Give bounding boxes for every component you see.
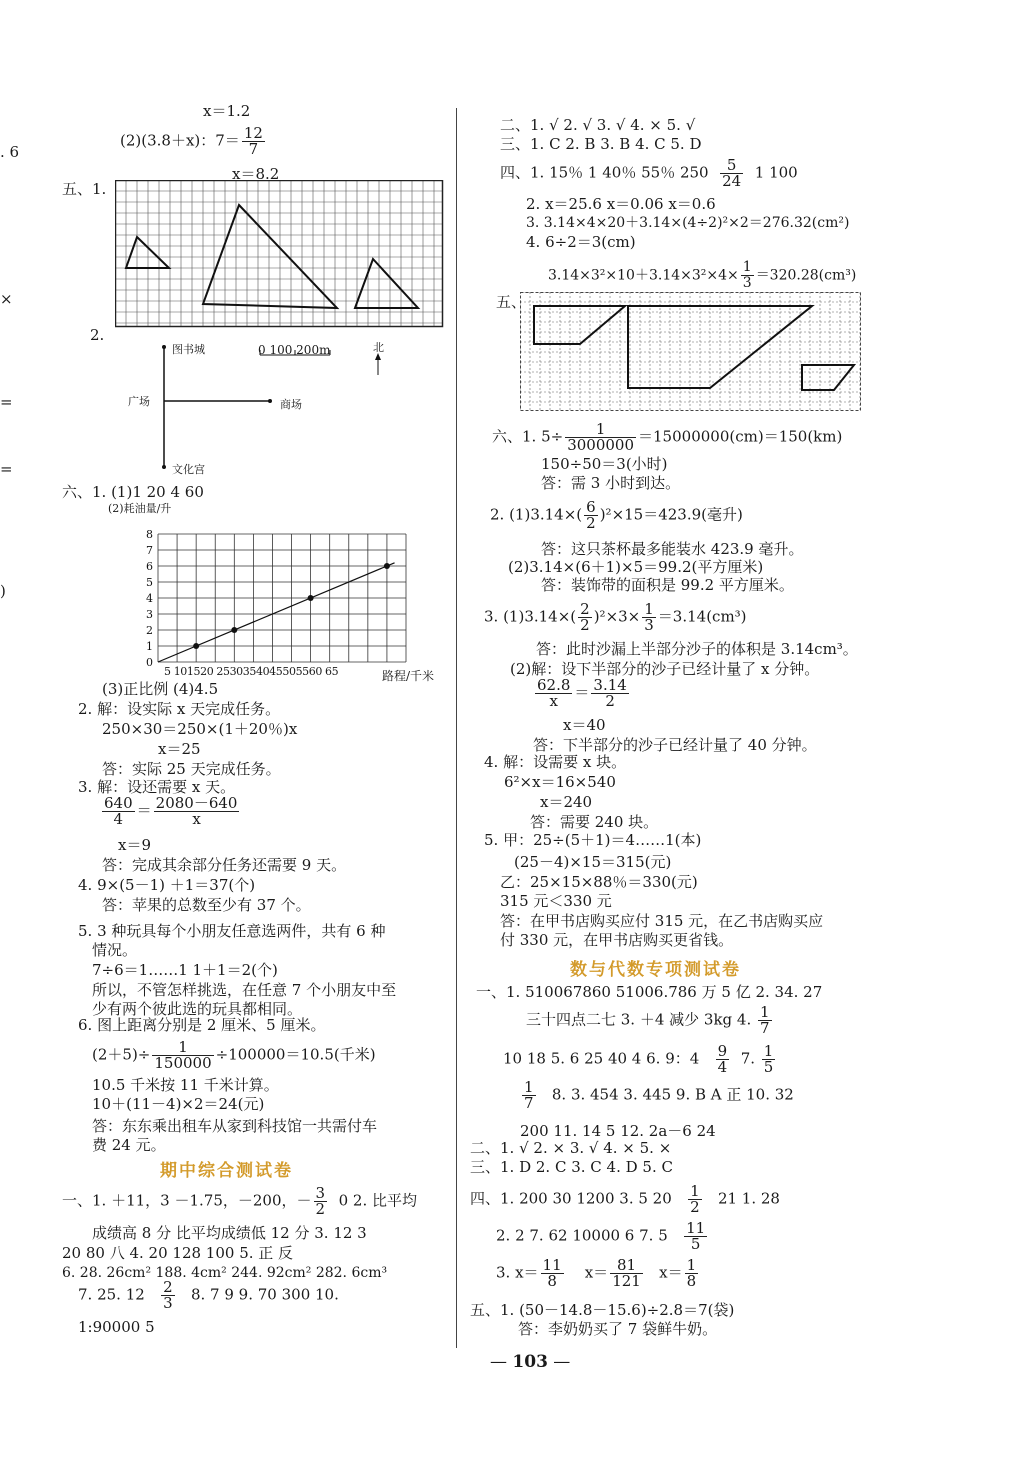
fraction bbox=[314, 1186, 328, 1217]
text: 六、1. 5÷ bbox=[492, 427, 564, 446]
denominator: 7 bbox=[524, 1094, 534, 1112]
answer-line: 付 330 元，在甲书店购买更省钱。 bbox=[500, 931, 734, 949]
question-number: 五、1. bbox=[62, 180, 107, 198]
denominator: 2 bbox=[690, 1198, 700, 1216]
numerator: 1 bbox=[686, 1256, 697, 1274]
fraction bbox=[578, 602, 592, 633]
denominator: 121 bbox=[612, 1272, 641, 1290]
denominator: 5 bbox=[690, 1235, 701, 1253]
map-label-culture: 文化宫 bbox=[172, 463, 205, 476]
answer-line: 一、1. 510067860 51006.786 万 5 亿 2. 34. 27 bbox=[476, 983, 823, 1001]
chart-ytick-label: 0 bbox=[146, 656, 153, 669]
numerator: 3.14 bbox=[593, 676, 627, 694]
answer-line bbox=[62, 1186, 417, 1217]
answer-line: 三、1. D 2. C 3. C 4. D 5. C bbox=[470, 1158, 673, 1176]
answer-line: 乙：25×15×88％＝330(元) bbox=[500, 873, 698, 891]
edge-fragment: ) bbox=[0, 582, 6, 600]
answer-line: 二、1. √ 2. × 3. √ 4. × 5. × bbox=[470, 1139, 672, 1157]
small-triangle bbox=[126, 237, 169, 268]
denominator: 2 bbox=[315, 1200, 326, 1218]
question-number: 2. bbox=[90, 326, 105, 344]
fraction bbox=[688, 1184, 702, 1215]
answer-line: 六、1. (1)1 20 4 60 bbox=[62, 483, 204, 501]
fraction bbox=[591, 678, 628, 709]
answer-line: x＝240 bbox=[540, 793, 593, 811]
fraction bbox=[685, 1258, 699, 1289]
answer-line: 6²×x＝16×540 bbox=[504, 773, 616, 791]
grid-border bbox=[521, 293, 861, 411]
medium-triangle bbox=[355, 259, 418, 308]
fraction bbox=[610, 1258, 643, 1289]
answer-line: 三、1. C 2. B 3. B 4. C 5. D bbox=[500, 135, 702, 153]
answer-line: 3. 解：设还需要 x 天。 bbox=[78, 778, 236, 796]
answer-line: 答：李奶奶买了 7 袋鲜牛奶。 bbox=[518, 1320, 718, 1338]
answer-line: (25－4)×15＝315(元) bbox=[514, 853, 672, 871]
answer-line: 5. 3 种玩具每个小朋友任意选两件，共有 6 种 bbox=[78, 922, 386, 940]
fraction bbox=[642, 602, 656, 633]
chart-ytick-label: 4 bbox=[146, 592, 153, 605]
numerator: 2080－640 bbox=[155, 794, 238, 812]
answer-line bbox=[548, 260, 856, 291]
large-triangle bbox=[203, 205, 337, 308]
text: 8. 7 9 9. 70 300 10. bbox=[190, 1285, 339, 1304]
denominator: 8 bbox=[686, 1272, 697, 1290]
chart-ytick-label: 7 bbox=[146, 544, 153, 557]
fraction bbox=[522, 1080, 536, 1111]
trapezoid-1 bbox=[534, 306, 625, 344]
chart-ytick-label: 6 bbox=[146, 560, 153, 573]
answer-line bbox=[100, 796, 241, 827]
answer-line: x＝9 bbox=[118, 836, 152, 854]
denominator: 5 bbox=[763, 1058, 774, 1076]
page-number-text: 103 bbox=[512, 1352, 548, 1372]
fraction bbox=[565, 422, 636, 453]
answer-line: 二、1. √ 2. √ 3. √ 4. × 5. √ bbox=[500, 116, 696, 134]
denominator: 8 bbox=[547, 1272, 557, 1290]
numerator: 1 bbox=[152, 1040, 213, 1056]
text: x＝ bbox=[584, 1263, 609, 1282]
answer-line: 6. 28. 26cm² 188. 4cm² 244. 92cm² 282. 6cm³ bbox=[62, 1265, 388, 1281]
denominator: x bbox=[549, 692, 558, 710]
answer-line: 4. 6÷2＝3(cm) bbox=[526, 233, 636, 251]
text: 四、1. 200 30 1200 3. 5 20 bbox=[470, 1189, 672, 1208]
fraction bbox=[541, 1258, 564, 1289]
fraction bbox=[535, 678, 572, 709]
answer-line: 五、1. (50－14.8－15.6)÷2.8＝7(袋) bbox=[470, 1301, 735, 1319]
answer-line: 答：东东乘出租车从家到科技馆一共需付车 bbox=[92, 1117, 378, 1135]
denominator: 4 bbox=[113, 810, 124, 828]
map-point-mall bbox=[268, 399, 272, 403]
answer-line bbox=[496, 1221, 709, 1252]
answer-line bbox=[92, 1040, 376, 1071]
answer-line bbox=[492, 422, 842, 453]
answer-line bbox=[496, 1258, 700, 1289]
denominator: 2 bbox=[605, 692, 615, 710]
denominator: 2 bbox=[586, 514, 596, 532]
answer-line: 4. 9×(5－1) ＋1＝37(个) bbox=[78, 876, 256, 894]
numerator: 11 bbox=[542, 1256, 562, 1274]
text: 2. (1)3.14×( bbox=[490, 505, 583, 524]
fraction bbox=[161, 1280, 175, 1311]
answer-line: 少有两个彼此选的玩具都相同。 bbox=[92, 1000, 303, 1018]
answer-line: 答：完成其余部分任务还需要 9 天。 bbox=[102, 856, 347, 874]
fraction bbox=[741, 260, 754, 291]
numerator: 1 bbox=[524, 1078, 534, 1096]
fraction bbox=[152, 1040, 213, 1071]
fraction bbox=[154, 796, 240, 827]
text: ÷100000＝10.5(千米) bbox=[215, 1045, 376, 1064]
text: )²×3× bbox=[593, 607, 641, 626]
trapezoid-2 bbox=[628, 306, 812, 388]
numerator: 9 bbox=[717, 1042, 728, 1060]
map-point-culture bbox=[162, 465, 166, 469]
chart-ytick-label: 2 bbox=[146, 624, 153, 637]
text: 2. 2 7. 62 10000 6 7. 5 bbox=[496, 1226, 668, 1245]
map-label-library: 图书城 bbox=[172, 343, 205, 356]
answer-line: 答：在甲书店购买应付 315 元，在乙书店购买应 bbox=[500, 912, 824, 930]
text: 3. x＝ bbox=[496, 1263, 539, 1282]
answer-line: 6. 图上距离分别是 2 厘米、5 厘米。 bbox=[78, 1016, 326, 1034]
answer-line: 7÷6＝1……1 1＋1＝2(个) bbox=[92, 961, 278, 979]
numerator: 1 bbox=[690, 1182, 700, 1200]
numerator: 1 bbox=[763, 1042, 774, 1060]
fuel-line-chart bbox=[140, 528, 440, 678]
answer-line: 答：此时沙漏上半部分沙子的体积是 3.14cm³。 bbox=[536, 640, 858, 658]
numerator: 1 bbox=[760, 1003, 770, 1021]
chart-point bbox=[308, 595, 314, 601]
text: (2)(3.8＋x)：7＝ bbox=[120, 131, 240, 150]
text: 3.14×3²×10＋3.14×3²×4× bbox=[548, 267, 739, 284]
answer-line bbox=[533, 678, 631, 709]
fraction bbox=[684, 1221, 707, 1252]
text: 7. bbox=[740, 1049, 756, 1068]
answer-line: 315 元＜330 元 bbox=[500, 892, 612, 910]
edge-fragment: = bbox=[0, 393, 13, 411]
answer-line: 答：需 3 小时到达。 bbox=[541, 474, 681, 492]
text: 四、1. 15％ 1 40％ 55％ 250 bbox=[500, 163, 709, 182]
fraction bbox=[242, 126, 265, 157]
answer-line: 答：装饰带的面积是 99.2 平方厘米。 bbox=[541, 576, 794, 594]
chart-xlabel: 路程/千米 bbox=[382, 669, 435, 683]
chart-point bbox=[384, 563, 390, 569]
denominator: 4 bbox=[717, 1058, 728, 1076]
answer-line: 200 11. 14 5 12. 2a－6 24 bbox=[520, 1122, 716, 1140]
answer-line: x＝8.2 bbox=[232, 165, 280, 183]
answer-line: 2. x＝25.6 x＝0.06 x＝0.6 bbox=[526, 195, 716, 213]
answer-line: 答：实际 25 天完成任务。 bbox=[102, 760, 281, 778]
text: 0 2. 比平均 bbox=[338, 1191, 418, 1210]
column-divider bbox=[456, 108, 457, 1348]
answer-line: 150÷50＝3(小时) bbox=[541, 455, 668, 473]
grid-border bbox=[116, 181, 443, 327]
text: ＝ bbox=[136, 801, 152, 820]
chart-ytick-label: 5 bbox=[146, 576, 153, 589]
numerator: 6 bbox=[586, 498, 596, 516]
edge-fragment: . 6 bbox=[0, 143, 20, 161]
answer-line: 20 80 八 4. 20 128 100 5. 正 反 bbox=[62, 1244, 294, 1262]
triangle-grid bbox=[115, 180, 445, 330]
answer-line: 费 24 元。 bbox=[92, 1136, 166, 1154]
denominator: 3000000 bbox=[567, 436, 635, 454]
answer-line bbox=[520, 1080, 794, 1111]
answer-line: 成绩高 8 分 比平均成绩低 12 分 3. 12 3 bbox=[92, 1224, 367, 1242]
answer-line: 情况。 bbox=[92, 941, 138, 959]
text: 3. (1)3.14×( bbox=[484, 607, 577, 626]
text: 10 18 5. 6 25 40 4 6. 9：4 bbox=[503, 1049, 700, 1068]
answer-line: 2. 解：设实际 x 天完成任务。 bbox=[78, 700, 281, 718]
answer-line: x＝1.2 bbox=[203, 102, 251, 120]
chart-xticks: 5 101520 2530354045505560 65 bbox=[164, 665, 339, 678]
text: 一、1. ＋11，3 －1.75，－200，－ bbox=[62, 1191, 312, 1210]
chart-ylabel: (2)耗油量/升 bbox=[108, 502, 172, 515]
numerator: 81 bbox=[610, 1258, 643, 1274]
section-title-midterm: 期中综合测试卷 bbox=[160, 1161, 293, 1181]
numerator: 1 bbox=[742, 259, 752, 275]
fraction bbox=[584, 500, 598, 531]
chart-ytick-label: 8 bbox=[146, 528, 153, 541]
text: x＝ bbox=[659, 1263, 683, 1282]
text: ＝320.28(cm³) bbox=[755, 267, 857, 284]
text: 21 1. 28 bbox=[717, 1189, 780, 1208]
numerator: 2 bbox=[163, 1278, 173, 1296]
numerator: 1 bbox=[644, 600, 654, 618]
fraction bbox=[720, 158, 743, 189]
text: ＝3.14(cm³) bbox=[657, 607, 747, 626]
denominator: 7 bbox=[248, 140, 259, 158]
text: 8. 3. 454 3. 445 9. B A 正 10. 32 bbox=[551, 1085, 794, 1104]
edge-fragment: × bbox=[0, 290, 13, 308]
map-scale-label: 0 100 200m bbox=[258, 343, 331, 357]
denominator: 2 bbox=[580, 616, 590, 634]
denominator: 3 bbox=[644, 616, 654, 634]
text: (2＋5)÷ bbox=[92, 1045, 151, 1064]
answer-line: 答：这只茶杯最多能装水 423.9 毫升。 bbox=[541, 540, 804, 558]
numerator: 11 bbox=[686, 1219, 706, 1237]
chart-point bbox=[231, 627, 237, 633]
answer-line: x＝40 bbox=[563, 716, 606, 734]
answer-line: (2)3.14×(6＋1)×5＝99.2(平方厘米) bbox=[508, 558, 764, 576]
edge-fragment: = bbox=[0, 460, 13, 478]
answer-line bbox=[490, 500, 743, 531]
text: )²×15＝423.9(毫升) bbox=[599, 505, 743, 524]
answer-line: x＝25 bbox=[158, 740, 201, 758]
fraction bbox=[102, 796, 135, 827]
text: ＝15000000(cm)＝150(km) bbox=[638, 427, 843, 446]
parallelogram-grid bbox=[520, 292, 880, 416]
answer-line bbox=[526, 1005, 774, 1036]
answer-line: 10＋(11－4)×2＝24(元) bbox=[92, 1095, 265, 1113]
answer-line: 1:90000 5 bbox=[78, 1318, 155, 1336]
answer-line: 250×30＝250×(1＋20％)x bbox=[102, 720, 298, 738]
answer-line bbox=[503, 1044, 777, 1075]
chart-point bbox=[193, 643, 199, 649]
denominator: 7 bbox=[760, 1019, 770, 1037]
answer-line bbox=[120, 126, 267, 157]
text: 1 100 bbox=[754, 163, 798, 182]
answer-line: 答：下半部分的沙子已经计量了 40 分钟。 bbox=[533, 736, 817, 754]
fraction bbox=[716, 1044, 730, 1075]
question-number: 五、 bbox=[496, 293, 527, 311]
numerator: 1 bbox=[565, 422, 636, 438]
answer-line bbox=[470, 1184, 780, 1215]
answer-line: 答：苹果的总数至少有 37 个。 bbox=[102, 896, 311, 914]
fraction bbox=[762, 1044, 776, 1075]
fraction bbox=[758, 1005, 772, 1036]
answer-line: (3)正比例 (4)4.5 bbox=[102, 680, 219, 698]
answer-line: 4. 解：设需要 x 块。 bbox=[484, 753, 627, 771]
numerator: 2 bbox=[580, 600, 590, 618]
denominator: 3 bbox=[742, 275, 752, 291]
text: 7. 25. 12 bbox=[78, 1285, 145, 1304]
denominator: 3 bbox=[163, 1294, 173, 1312]
denominator: x bbox=[192, 810, 201, 828]
map-label-mall: 商场 bbox=[280, 398, 302, 411]
answer-line bbox=[78, 1280, 339, 1311]
chart-ytick-label: 3 bbox=[146, 608, 153, 621]
text: 三十四点二七 3. ＋4 减少 3kg 4. bbox=[526, 1010, 752, 1029]
answer-line: 所以，不管怎样挑选，在任意 7 个小朋友中至 bbox=[92, 981, 397, 999]
numerator: 62.8 bbox=[537, 676, 571, 694]
map-north-label: 北 bbox=[373, 341, 384, 354]
answer-line: (2)解：设下半部分的沙子已经计量了 x 分钟。 bbox=[510, 660, 820, 678]
answer-line bbox=[484, 602, 747, 633]
answer-line: 答：需要 240 块。 bbox=[530, 813, 659, 831]
map-point-library bbox=[162, 345, 166, 349]
text: ＝ bbox=[574, 683, 590, 702]
section-title-number-algebra: 数与代数专项测试卷 bbox=[570, 960, 741, 980]
denominator: 150000 bbox=[154, 1054, 212, 1072]
numerator: 12 bbox=[243, 124, 263, 142]
answer-line bbox=[500, 158, 798, 189]
numerator: 3 bbox=[315, 1184, 326, 1202]
chart-ytick-label: 1 bbox=[146, 640, 153, 653]
answer-line: 3. 3.14×4×20＋3.14×(4÷2)²×2＝276.32(cm²) bbox=[526, 215, 850, 231]
page-number: — 103 — bbox=[490, 1352, 571, 1372]
numerator: 5 bbox=[720, 158, 743, 174]
map-label-square: 广场 bbox=[128, 395, 150, 408]
answer-line: 10.5 千米按 11 千米计算。 bbox=[92, 1076, 279, 1094]
answer-line: 5. 甲：25÷(5＋1)＝4……1(本) bbox=[484, 831, 702, 849]
denominator: 24 bbox=[722, 172, 742, 190]
numerator: 640 bbox=[104, 794, 133, 812]
